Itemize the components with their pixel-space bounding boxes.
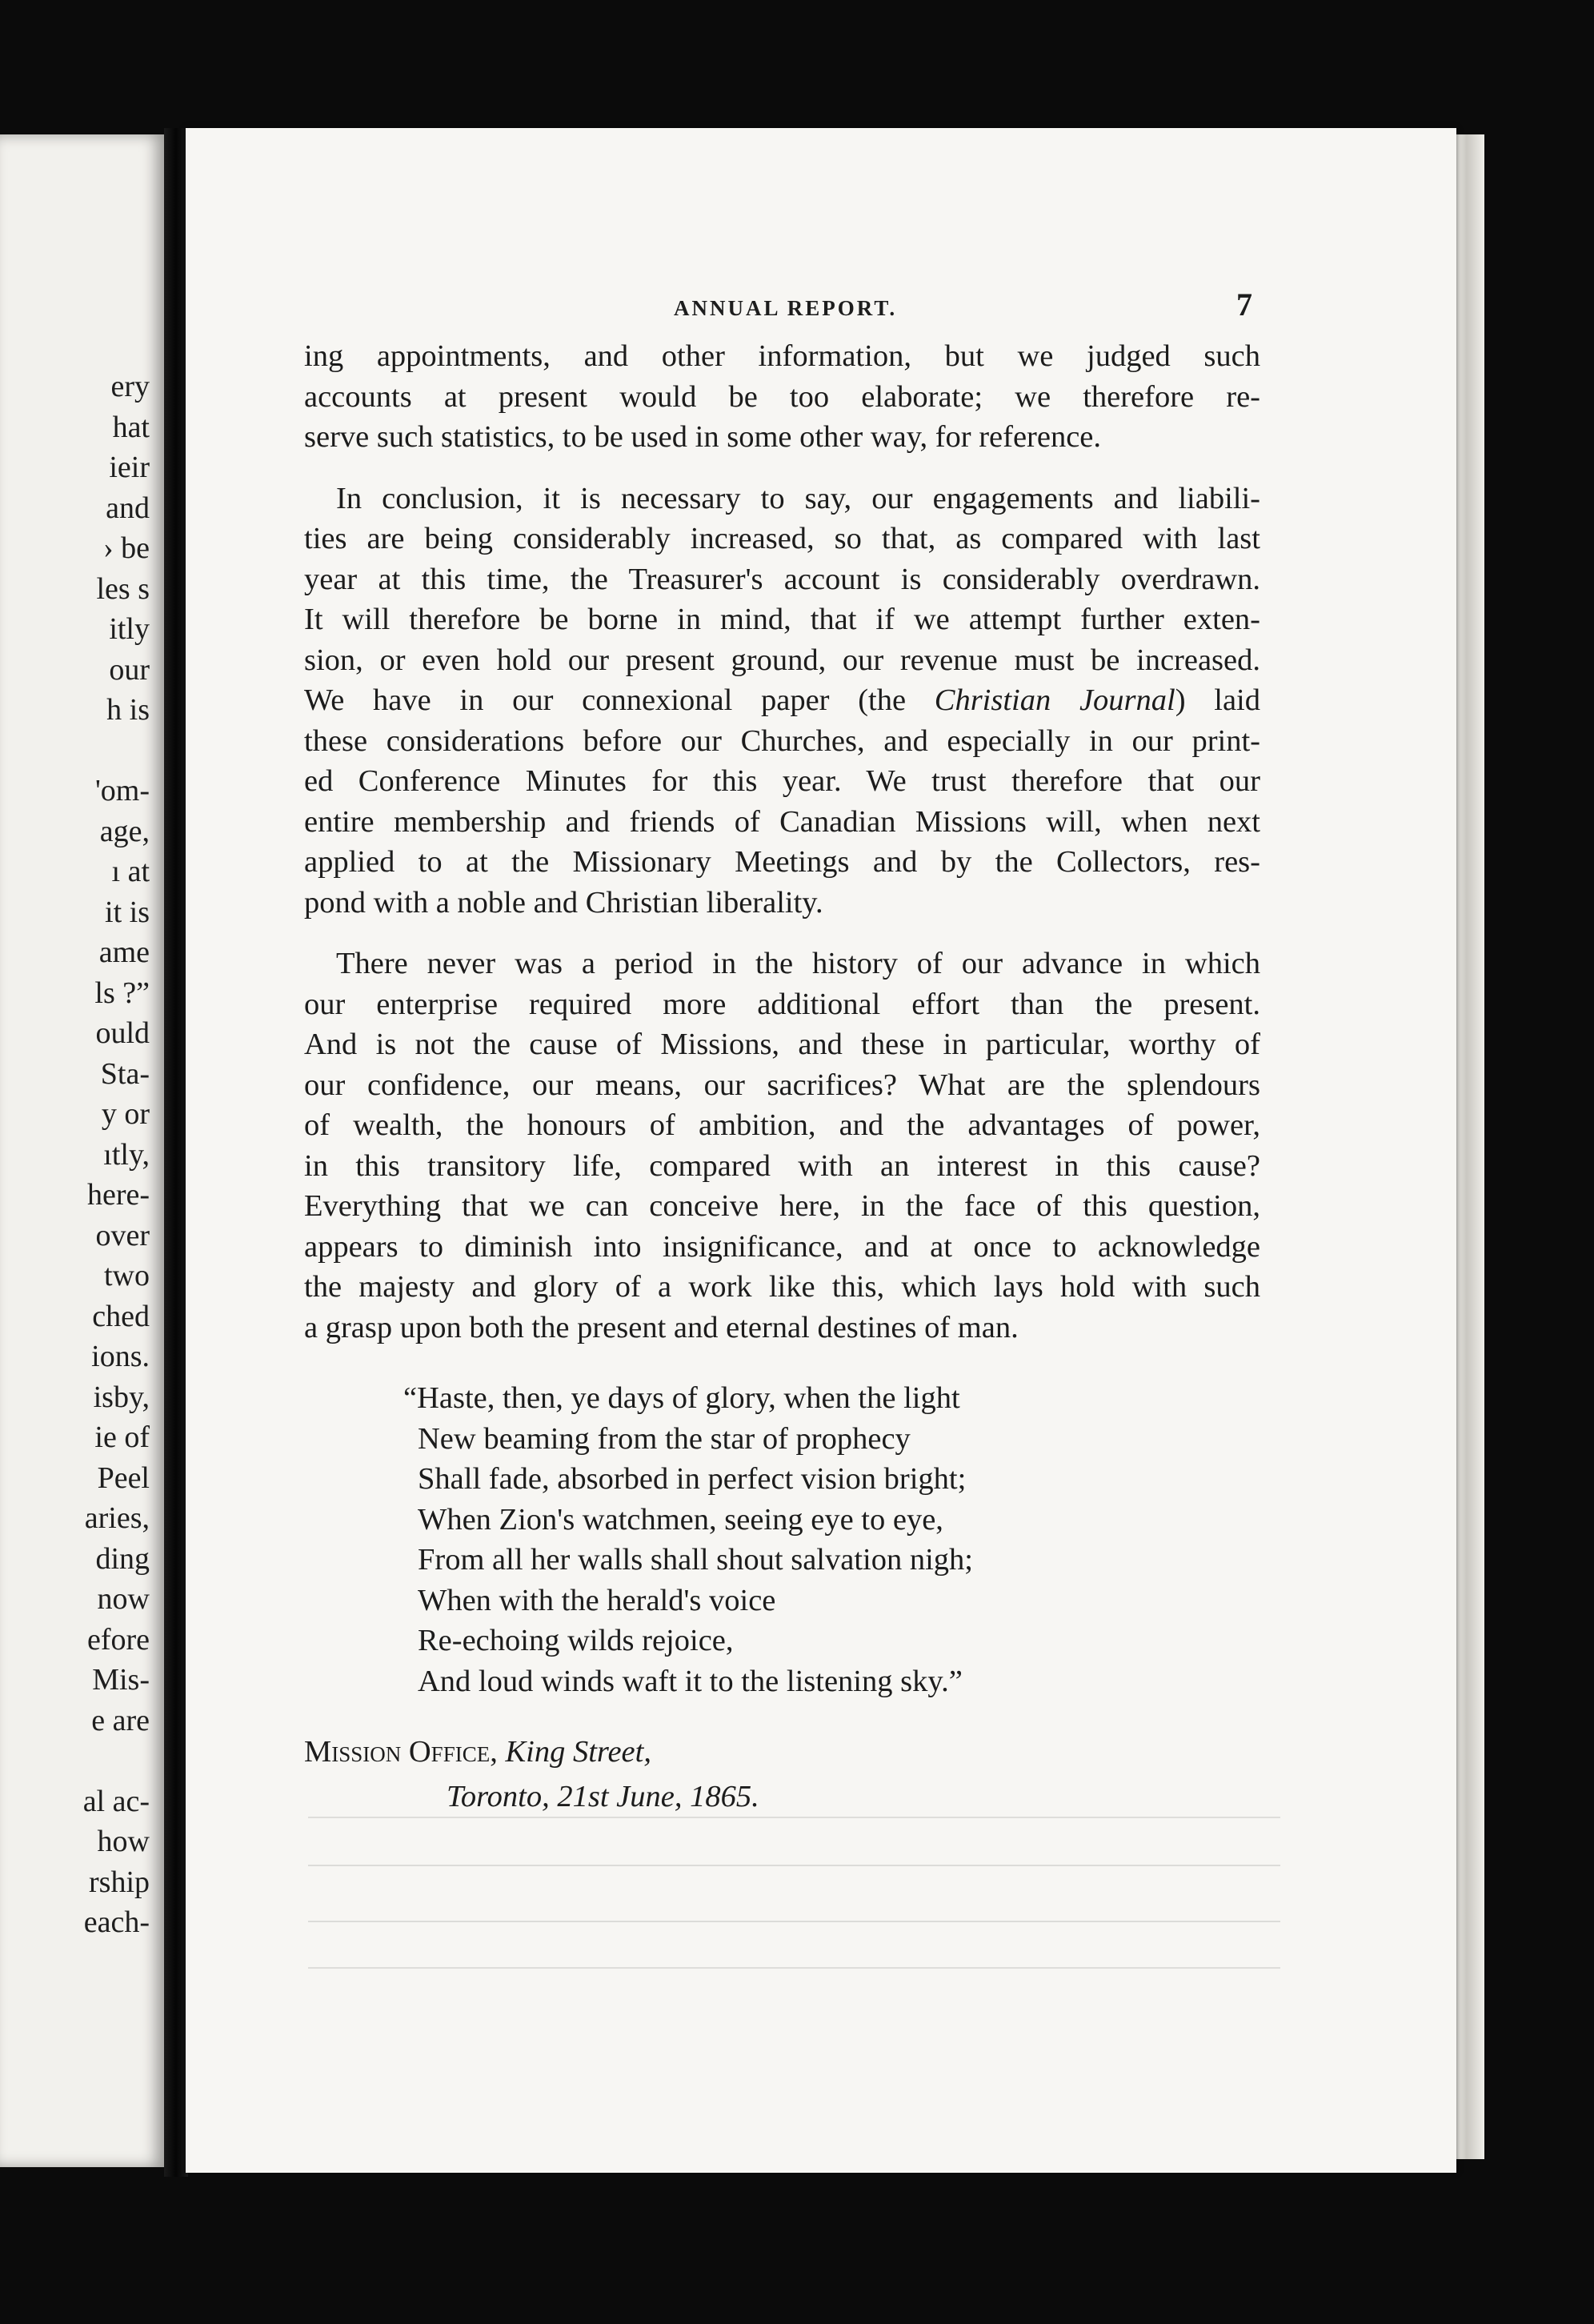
book-gutter: [164, 128, 188, 2177]
previous-page-line: two: [104, 1259, 150, 1292]
previous-page-line: y or: [101, 1097, 150, 1131]
poem-line: When Zion's watchmen, seeing eye to eye,: [418, 1502, 943, 1537]
poem-line: From all her walls shall shout salvation nigh;: [418, 1543, 973, 1577]
text-line: There never was a period in the history of our advance in which: [336, 947, 1260, 980]
running-head: ANNUAL REPORT.: [674, 296, 898, 320]
street-name: King Street,: [505, 1735, 651, 1769]
paragraphs: [304, 336, 1260, 1348]
previous-page-text: [6, 367, 150, 1943]
text-line: in this transitory life, compared with an interest in this cause?: [304, 1148, 1260, 1183]
previous-page-line: ıtly,: [103, 1137, 150, 1172]
previous-page-line: hat: [112, 410, 150, 444]
text-line: pond with a noble and Christian liberality.: [304, 885, 823, 920]
text-line: We have in our connexional paper (the Christian Journal) laid: [304, 683, 1260, 717]
text-line: of wealth, the honours of ambition, and the advantages of power,: [304, 1108, 1260, 1142]
paragraph: [304, 336, 1260, 458]
signoff-line-1: [304, 1732, 1260, 1777]
previous-page-line: here-: [86, 1178, 150, 1212]
paragraph: [304, 944, 1260, 1348]
previous-page-line: efore: [86, 1622, 150, 1657]
previous-page-line: aries,: [84, 1501, 150, 1535]
poem-line: And loud winds waft it to the listening sky.”: [418, 1664, 963, 1698]
text-line: these considerations before our Churches, and especially in our print-: [304, 723, 1260, 758]
signoff: [304, 1732, 1260, 1821]
previous-page-line: itly: [109, 612, 150, 646]
publication-title: Christian Journal: [934, 683, 1175, 717]
text-line: serve such statistics, to be used in some other way, for reference.: [304, 420, 1102, 454]
text-line: a grasp upon both the present and eternal destines of man.: [304, 1310, 1019, 1344]
previous-page-line: how: [97, 1825, 150, 1858]
place-date: Toronto, 21st June, 1865.: [447, 1780, 759, 1813]
office-label: Mission Office,: [304, 1735, 498, 1769]
text-line: ing appointments, and other information, but we judged such: [304, 339, 1260, 373]
previous-page-line: › be: [102, 531, 150, 565]
text-line: In conclusion, it is necessary to say, our engagements and liabili-: [336, 481, 1260, 515]
body-text: [304, 336, 1260, 1821]
previous-page-line: Peel: [97, 1461, 150, 1495]
text-line: ed Conference Minutes for this year. We trust therefore that our: [304, 764, 1260, 798]
previous-page-line: [6, 1741, 150, 1781]
signoff-line-2: [304, 1777, 1260, 1821]
previous-page-line: ched: [92, 1299, 150, 1333]
previous-page-line: Sta-: [100, 1056, 150, 1091]
poem-line: Shall fade, absorbed in perfect vision bright;: [418, 1462, 967, 1496]
text-line: entire membership and friends of Canadian Missions will, when next: [304, 804, 1260, 839]
poem-line: “Haste, then, ye days of glory, when the light: [403, 1381, 960, 1415]
previous-page-line: our: [109, 652, 150, 687]
previous-page-line: over: [95, 1218, 150, 1252]
previous-page-line: ı at: [111, 855, 150, 888]
text-line: accounts at present would be too elaborate; we therefore re-: [304, 379, 1260, 414]
page-number: 7: [1236, 286, 1252, 323]
text-line: appears to diminish into insignificance, and at once to acknowledge: [304, 1229, 1260, 1264]
previous-page-line: each-: [83, 1905, 150, 1939]
text-line: our enterprise required more additional effort than the present.: [304, 987, 1260, 1021]
text-line: year at this time, the Treasurer's account is considerably overdrawn.: [304, 562, 1260, 596]
previous-page-line: age,: [99, 814, 150, 848]
previous-page-line: ie of: [94, 1420, 150, 1454]
previous-page-line: now: [97, 1582, 150, 1616]
previous-page-line: 'om-: [94, 774, 150, 807]
previous-page-line: ding: [95, 1541, 150, 1576]
text-line: applied to at the Missionary Meetings and by the Collectors, res-: [304, 845, 1260, 879]
previous-page-line: and: [106, 491, 150, 525]
poem-line: Re-echoing wilds rejoice,: [418, 1624, 734, 1657]
previous-page-line: h is: [106, 693, 150, 727]
previous-page-line: ery: [110, 370, 150, 403]
previous-page-line: ions.: [91, 1340, 150, 1373]
previous-page-line: ould: [95, 1016, 150, 1050]
previous-page-line: ls ?”: [94, 976, 150, 1010]
previous-page-line: [6, 731, 150, 771]
text-line: the majesty and glory of a work like this, which lays hold with such: [304, 1270, 1260, 1304]
text-line: our confidence, our means, our sacrifices? What are the splendours: [304, 1068, 1260, 1102]
previous-page-line: it is: [105, 895, 150, 929]
previous-page-line: ieir: [109, 451, 150, 484]
bleed-through-table: [308, 1817, 1280, 1969]
previous-page-line: les s: [96, 571, 150, 606]
previous-page-line: isby,: [93, 1380, 150, 1414]
previous-page-line: ame: [98, 936, 150, 969]
text-line: Everything that we can conceive here, in the face of this question,: [304, 1189, 1260, 1223]
previous-page-line: Mis-: [92, 1663, 150, 1697]
text-line: And is not the cause of Missions, and these in particular, worthy of: [304, 1028, 1260, 1061]
previous-page-line: rship: [89, 1865, 150, 1899]
poem-line: New beaming from the star of prophecy: [418, 1421, 911, 1456]
previous-page-fragment: [0, 134, 164, 2167]
previous-page-line: al ac-: [82, 1784, 150, 1818]
text-line: sion, or even hold our present ground, our revenue must be increased.: [304, 643, 1260, 677]
poem-line: When with the herald's voice: [418, 1583, 776, 1617]
poem-quotation: [304, 1378, 1260, 1701]
paragraph: [304, 479, 1260, 924]
text-line: It will therefore be borne in mind, that if we attempt further exten-: [304, 603, 1260, 636]
previous-page-line: e are: [91, 1703, 150, 1737]
text-line: ties are being considerably increased, so that, as compared with last: [304, 522, 1260, 555]
